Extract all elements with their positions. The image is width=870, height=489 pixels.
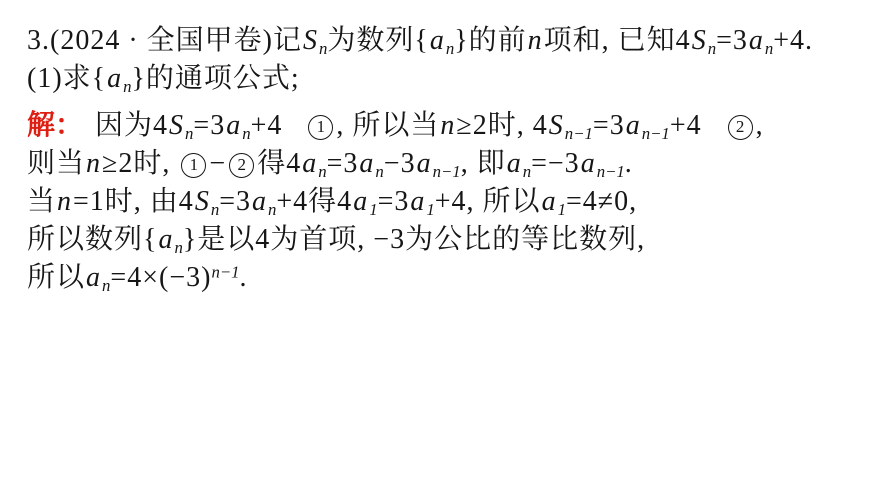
math-variable: S bbox=[548, 110, 564, 141]
math-variable: a bbox=[429, 25, 445, 56]
text-run: , 即 bbox=[460, 148, 506, 179]
circled-number: 1 bbox=[181, 153, 206, 178]
subscript: n bbox=[268, 200, 277, 220]
subscript: n bbox=[764, 39, 774, 59]
math-variable: a bbox=[252, 186, 267, 217]
text-run: . bbox=[239, 262, 248, 293]
text-run: , bbox=[755, 110, 764, 141]
circled-number: 1 bbox=[308, 115, 333, 140]
text-run: 所以 bbox=[27, 262, 86, 293]
text-run: 为数列{ bbox=[327, 25, 429, 56]
math-variable: n bbox=[527, 25, 543, 56]
subscript: n bbox=[102, 276, 111, 296]
text-run: 所以数列{ bbox=[27, 224, 158, 255]
text-run: ≥2时, bbox=[102, 148, 179, 179]
text-run: , 所以当 bbox=[336, 110, 440, 141]
subscript: n bbox=[174, 238, 183, 258]
math-variable: a bbox=[353, 186, 369, 217]
math-variable: a bbox=[625, 110, 641, 141]
text-run: 项和, 已知4 bbox=[543, 25, 691, 56]
solution-line-1 bbox=[27, 106, 860, 145]
math-variable: S bbox=[194, 186, 210, 217]
math-variable: a bbox=[416, 148, 432, 179]
subscript: n bbox=[242, 124, 251, 144]
subscript: n−1 bbox=[596, 162, 625, 182]
text-run: =3 bbox=[716, 25, 748, 56]
question-line bbox=[27, 60, 860, 98]
math-variable: a bbox=[580, 148, 596, 179]
text-run: ≥2时, 4 bbox=[456, 110, 548, 141]
math-variable: n bbox=[86, 148, 102, 179]
text-run: (1)求{ bbox=[27, 63, 107, 94]
subscript: n bbox=[210, 200, 220, 220]
solution-line-2 bbox=[27, 145, 860, 183]
math-variable: a bbox=[359, 148, 375, 179]
text-run: }的通项公式; bbox=[131, 63, 300, 94]
text-run: =3 bbox=[592, 110, 625, 141]
text-run: 则当 bbox=[27, 148, 86, 179]
superscript: n−1 bbox=[211, 262, 240, 282]
solution-line-5 bbox=[27, 259, 860, 297]
text-run: . bbox=[624, 148, 633, 179]
text-block bbox=[27, 22, 860, 297]
text-run: =3 bbox=[377, 186, 410, 217]
solution-line-4 bbox=[27, 221, 860, 259]
subscript: n bbox=[123, 77, 132, 97]
text-run: =−3 bbox=[531, 148, 580, 179]
subscript: n bbox=[185, 124, 194, 144]
circled-number: 2 bbox=[728, 115, 753, 140]
subscript: n bbox=[318, 162, 327, 182]
subscript: n bbox=[707, 39, 717, 59]
subscript: n−1 bbox=[432, 162, 461, 182]
math-variable: a bbox=[410, 186, 426, 217]
math-variable: n bbox=[440, 110, 456, 141]
math-variable: S bbox=[169, 110, 185, 141]
math-variable: a bbox=[86, 262, 102, 293]
text-run: −3 bbox=[383, 148, 416, 179]
text-run: =1时, 由4 bbox=[73, 186, 194, 217]
text-run: =4×(−3) bbox=[110, 262, 212, 293]
text-run: =3 bbox=[219, 186, 251, 217]
subscript: 1 bbox=[426, 200, 435, 220]
text-run: +4, 所以 bbox=[434, 186, 541, 217]
text-run: +4. bbox=[773, 25, 814, 56]
text-run: +4 bbox=[250, 110, 283, 141]
text-run: }是以4为首项, −3为公比的等比数列, bbox=[182, 224, 646, 255]
solution-label: 解： bbox=[27, 109, 84, 140]
text-run: 当 bbox=[27, 186, 57, 217]
math-variable: a bbox=[506, 148, 522, 179]
text-run: 得4 bbox=[257, 148, 302, 179]
math-variable: n bbox=[57, 186, 73, 217]
text-run: +4得4 bbox=[276, 186, 353, 217]
text-run: +4 bbox=[669, 110, 702, 141]
text-run: =3 bbox=[326, 148, 359, 179]
math-variable: a bbox=[748, 25, 764, 56]
math-variable: a bbox=[107, 63, 123, 94]
math-variable: S bbox=[691, 25, 707, 56]
subscript: n bbox=[318, 39, 328, 59]
subscript: n−1 bbox=[641, 124, 670, 144]
circled-number: 2 bbox=[229, 153, 254, 178]
subscript: n bbox=[375, 162, 384, 182]
text-run: =4≠0, bbox=[565, 186, 638, 217]
subscript: 1 bbox=[369, 200, 378, 220]
math-variable: a bbox=[302, 148, 318, 179]
math-variable: a bbox=[226, 110, 242, 141]
problem-statement-line bbox=[27, 22, 860, 60]
text-run: =3 bbox=[193, 110, 226, 141]
subscript: 1 bbox=[557, 200, 566, 220]
subscript: n bbox=[522, 162, 532, 182]
subscript: n bbox=[445, 39, 455, 59]
text-run: }的前 bbox=[454, 25, 527, 56]
math-variable: a bbox=[158, 224, 174, 255]
subscript: n−1 bbox=[564, 124, 593, 144]
math-variable: S bbox=[302, 25, 318, 56]
text-run: − bbox=[209, 148, 227, 179]
math-variable: a bbox=[541, 186, 557, 217]
text-run: 因为4 bbox=[95, 110, 169, 141]
text-run: 3.(2024 · 全国甲卷)记 bbox=[27, 25, 302, 56]
solution-line-3 bbox=[27, 183, 860, 221]
